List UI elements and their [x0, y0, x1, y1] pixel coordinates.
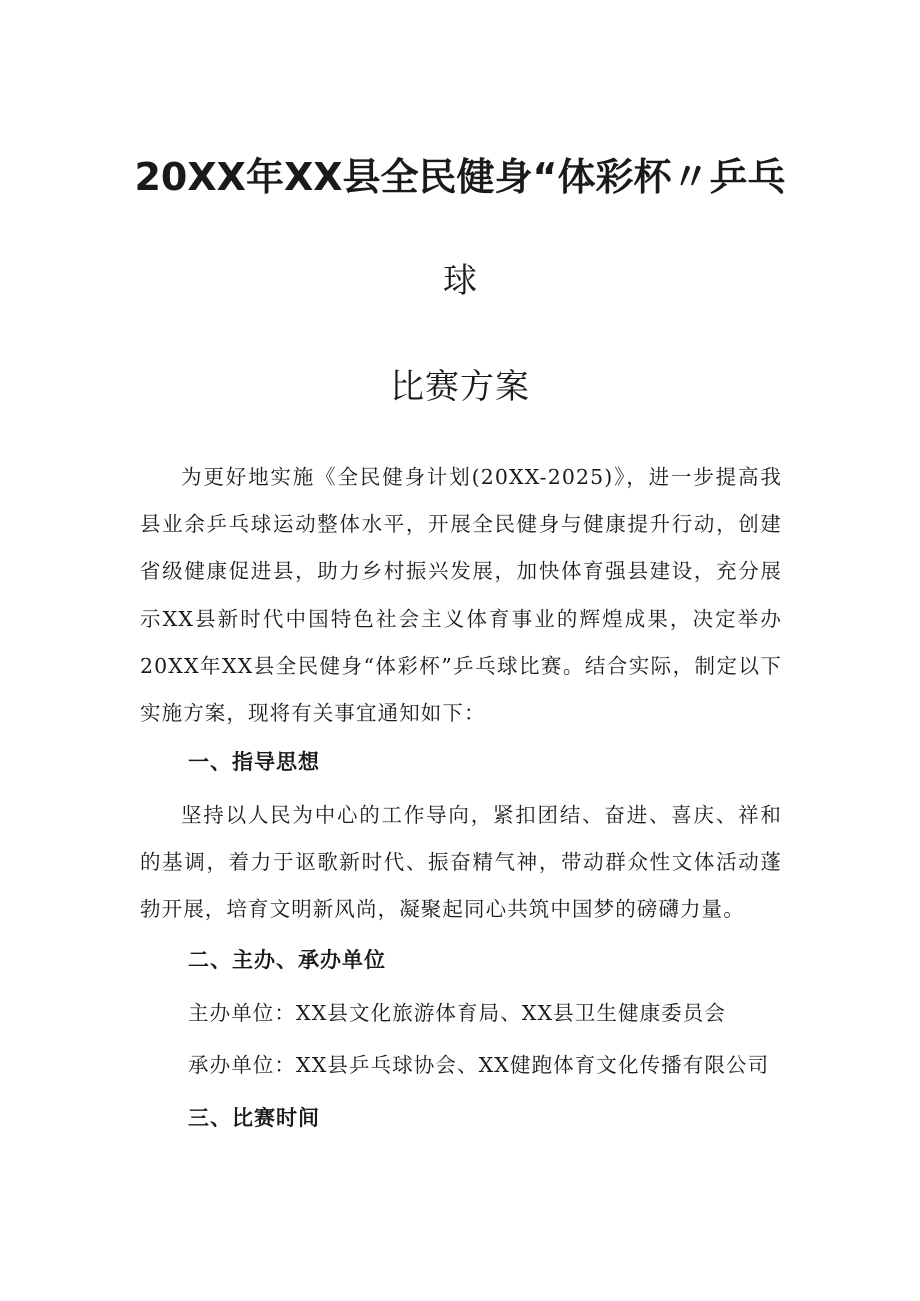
guiding-ideology-section [140, 792, 782, 934]
document-title-line-1: 20XX年XX县全民健身“体彩杯〃乒乓 [134, 155, 786, 199]
guiding-ideology-paragraph: 坚持以人民为中心的工作导向，紧扣团结、奋进、喜庆、祥和的基调，着力于讴歌新时代、振奋精气神，带动群众性文体活动蓬勃开展，培育文明新风尚，凝聚起同心共筑中国梦的磅礴力量。 [140, 803, 782, 922]
section-heading-match-time: 三、比赛时间 [188, 1106, 320, 1130]
document-title-line-2: 球 [443, 261, 477, 301]
intro-paragraph: 为更好地实施《全民健身计划(20XX-2025)》，进一步提高我县业余乒乓球运动整体水平，开展全民健身与健康提升行动，创建省级健康促进县，助力乡村振兴发展，加快体育强县建设，充分展示XX县新时代中国特色社会主义体育事业的辉煌成果，决定举办20XX年XX县全民健身“体彩杯”乒乓球比赛。结合实际，制定以下实施方案，现将有关事宜通知如下： [140, 465, 782, 726]
intro-section [140, 454, 782, 737]
section-heading-organizers: 二、主办、承办单位 [188, 948, 386, 972]
document-title-line-3: 比赛方案 [390, 367, 530, 407]
section-heading-guiding-ideology: 一、指导思想 [188, 750, 320, 774]
organizer-line: 承办单位：XX县乒乓球协会、XX健跑体育文化传播有限公司 [188, 1053, 770, 1077]
sponsor-line: 主办单位：XX县文化旅游体育局、XX县卫生健康委员会 [188, 1001, 726, 1025]
